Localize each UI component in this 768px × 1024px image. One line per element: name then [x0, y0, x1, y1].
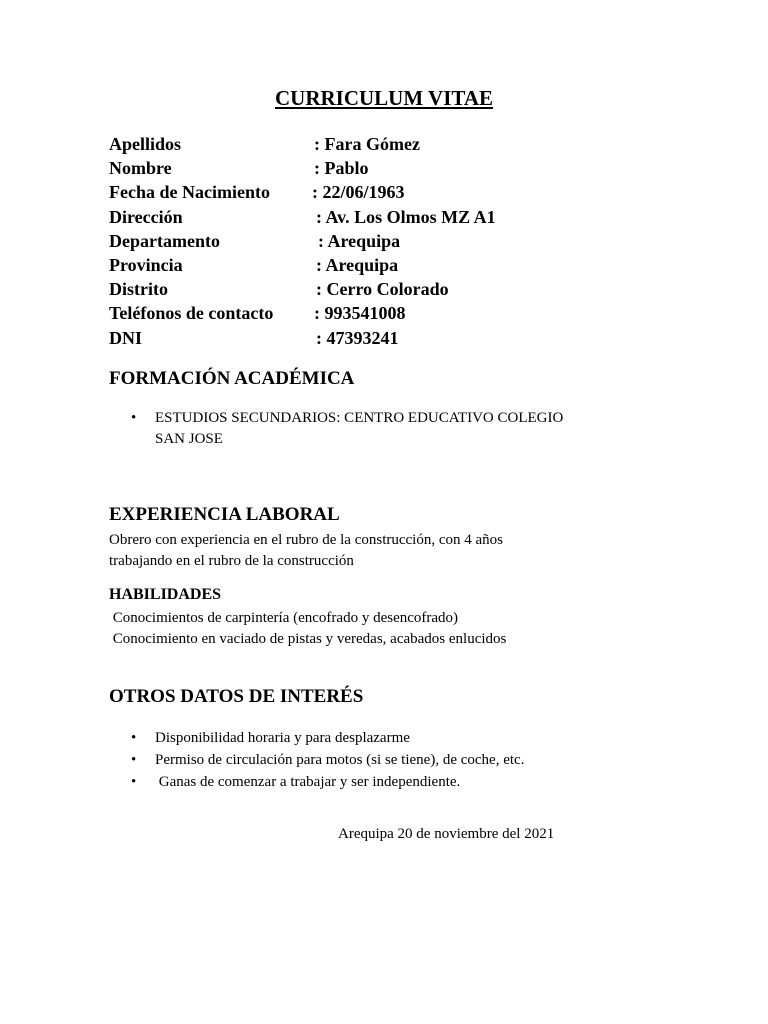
bullet-icon: •	[131, 730, 137, 746]
info-label: Nombre	[109, 158, 172, 179]
info-label: Provincia	[109, 254, 183, 275]
experiencia-heading: EXPERIENCIA LABORAL	[109, 504, 340, 525]
otros-heading: OTROS DATOS DE INTERÉS	[109, 686, 364, 707]
list-item-line-1: ESTUDIOS SECUNDARIOS: CENTRO EDUCATIVO COLEGIO	[155, 410, 564, 426]
list-item-text: Ganas de comenzar a trabajar y ser independiente.	[155, 774, 461, 790]
list-item-text	[155, 408, 563, 450]
habilidades-heading: HABILIDADES	[109, 586, 222, 603]
info-row-nombre	[109, 156, 669, 180]
info-value: : Arequipa	[318, 230, 401, 251]
info-label: Fecha de Nacimiento	[109, 182, 270, 203]
info-value: : 993541008	[314, 303, 406, 324]
info-row-dni	[109, 326, 669, 350]
info-label: DNI	[109, 327, 143, 348]
habilidades-line-2: Conocimiento en vaciado de pistas y veredas, acabados enlucidos	[109, 630, 507, 647]
info-row-distrito	[109, 277, 669, 301]
info-value: : Cerro Colorado	[316, 279, 449, 300]
info-label: Departamento	[109, 230, 220, 251]
habilidades-line-1: Conocimientos de carpintería (encofrado y desencofrado)	[109, 610, 459, 626]
formacion-heading: FORMACIÓN ACADÉMICA	[109, 368, 355, 389]
place-date-signature: Arequipa 20 de noviembre del 2021	[338, 826, 555, 842]
document-title: CURRICULUM VITAE	[275, 86, 493, 110]
experiencia-text	[109, 530, 503, 571]
info-label: Dirección	[109, 206, 183, 227]
experiencia-line-2: trabajando en el rubro de la construcción	[109, 552, 354, 569]
list-item-text: Disponibilidad horaria y para desplazarme	[155, 730, 410, 746]
bullet-icon: •	[131, 752, 137, 768]
experiencia-line-1: Obrero con experiencia en el rubro de la construcción, con 4 años	[109, 532, 504, 548]
info-value: : 47393241	[316, 327, 399, 348]
info-label: Apellidos	[109, 134, 182, 154]
personal-info	[109, 132, 669, 350]
info-label: Teléfonos de contacto	[109, 303, 274, 324]
info-value: : Av. Los Olmos MZ A1	[316, 206, 496, 227]
info-label: Distrito	[109, 279, 168, 300]
info-row-departamento	[109, 229, 669, 253]
info-value: : Pablo	[314, 158, 369, 179]
bullet-icon: •	[131, 774, 137, 790]
info-row-apellidos	[109, 132, 669, 156]
info-value: : Arequipa	[316, 254, 399, 275]
list-item-line-2: SAN JOSE	[155, 431, 223, 447]
info-value: : Fara Gómez	[314, 134, 420, 154]
list-item-text: Permiso de circulación para motos (si se tiene), de coche, etc.	[155, 752, 525, 768]
info-row-direccion	[109, 205, 669, 229]
bullet-icon: •	[131, 410, 137, 426]
info-row-provincia	[109, 253, 669, 277]
habilidades-text	[109, 608, 506, 649]
info-row-telefonos	[109, 301, 669, 325]
info-value: : 22/06/1963	[312, 182, 405, 203]
info-row-fecha-nacimiento	[109, 180, 669, 204]
